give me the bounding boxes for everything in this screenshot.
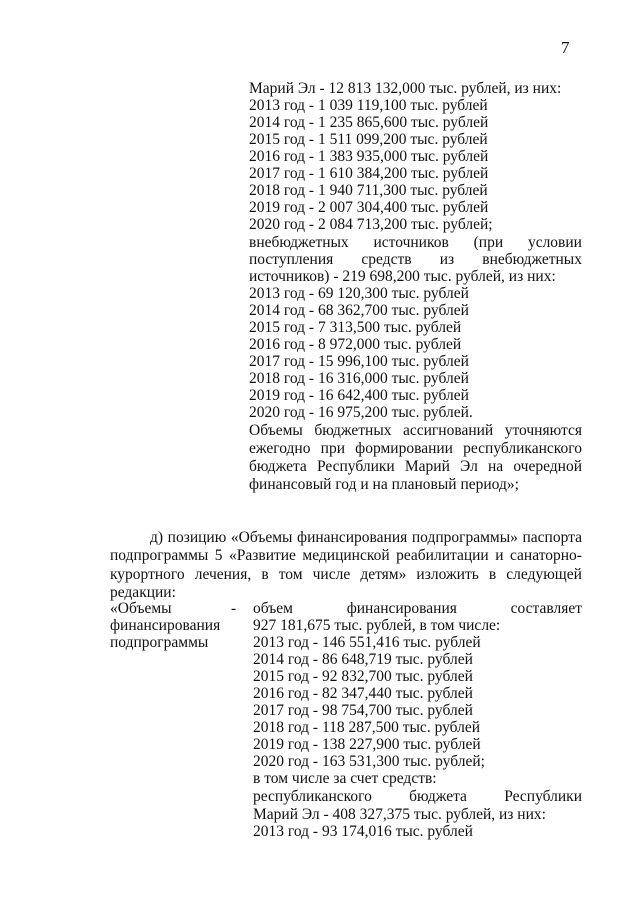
text-line: 2018 год - 1 940 711,300 тыс. рублей	[249, 182, 488, 199]
word: позицию	[167, 529, 227, 546]
text-line: 2016 год - 82 347,440 тыс. рублей	[253, 685, 473, 702]
word: внебюджетных	[249, 234, 349, 251]
word: том	[278, 566, 303, 583]
justified-line	[249, 422, 582, 439]
word: курортного	[110, 566, 185, 583]
word: формировании	[355, 440, 453, 457]
word: очередной	[513, 458, 582, 475]
table-left-cell: подпрограммы	[110, 634, 209, 651]
text-line: редакции:	[110, 584, 176, 601]
text-line: 2020 год - 2 084 713,200 тыс. рублей;	[249, 216, 493, 233]
word: при	[320, 440, 345, 457]
word: поступления	[249, 251, 334, 268]
word: уточняются	[504, 422, 582, 439]
justified-line	[253, 788, 582, 805]
word: внебюджетных	[482, 251, 582, 268]
word: 5	[214, 547, 223, 564]
text-line: источников) - 219 698,200 тыс. рублей, из них:	[249, 268, 556, 285]
text-line: 927 181,675 тыс. рублей, в том числе:	[253, 617, 501, 634]
word: ежегодно	[249, 440, 311, 457]
text-line: Марий Эл - 408 327,375 тыс. рублей, из них:	[253, 806, 546, 823]
word: (при	[473, 234, 504, 251]
word: паспорта	[522, 529, 582, 546]
text-line: 2016 год - 1 383 935,000 тыс. рублей	[249, 148, 489, 165]
word: бюджета	[249, 458, 307, 475]
text-line: 2013 год - 69 120,300 тыс. рублей	[249, 285, 469, 302]
justified-line	[110, 547, 582, 564]
text-line: 2013 год - 146 551,416 тыс. рублей	[253, 634, 481, 651]
table-left-cell: финансирования	[110, 617, 221, 634]
justified-line	[110, 566, 582, 583]
word: подпрограммы»	[411, 529, 518, 546]
word: детям»	[360, 566, 407, 583]
text-line: 2014 год - 68 362,700 тыс. рублей	[249, 302, 469, 319]
word: финансирования	[346, 600, 457, 617]
text-line: 2015 год - 1 511 099,200 тыс. рублей	[249, 131, 488, 148]
text-line: 2018 год - 118 287,500 тыс. рублей	[253, 719, 481, 736]
word: д)	[150, 529, 164, 546]
justified-line	[150, 529, 582, 546]
word: реабилитации	[396, 547, 489, 564]
word: из	[439, 251, 455, 268]
text-line: 2013 год - 93 174,016 тыс. рублей	[253, 823, 473, 840]
text-line: 2019 год - 138 227,900 тыс. рублей	[253, 736, 481, 753]
text-line: 2016 год - 8 972,000 тыс. рублей	[249, 336, 462, 353]
justified-line	[253, 600, 582, 617]
text-line: 2015 год - 7 313,500 тыс. рублей	[249, 319, 462, 336]
text-line: 2020 год - 163 531,300 тыс. рублей;	[253, 753, 485, 770]
word: условии	[527, 234, 582, 251]
justified-line	[249, 251, 582, 268]
word: Республики	[504, 788, 582, 805]
text-line: 2017 год - 15 996,100 тыс. рублей	[249, 353, 469, 370]
text-line: 2017 год - 1 610 384,200 тыс. рублей	[249, 165, 489, 182]
text-line: 2014 год - 1 235 865,600 тыс. рублей	[249, 114, 489, 131]
word: Объемы	[249, 422, 303, 439]
text-line: 2018 год - 16 316,000 тыс. рублей	[249, 370, 469, 387]
word: бюджетных	[314, 422, 392, 439]
word: лечения,	[194, 566, 252, 583]
word: источников	[373, 234, 449, 251]
text-line: 2013 год - 1 039 119,100 тыс. рублей	[249, 97, 488, 114]
justified-line	[249, 458, 582, 475]
word: объем	[253, 600, 293, 617]
text-line: 2015 год - 92 832,700 тыс. рублей	[253, 668, 473, 685]
word: следующей	[506, 566, 582, 583]
word: в	[488, 566, 497, 583]
justified-line	[249, 440, 582, 457]
word: ассигнований	[403, 422, 494, 439]
word: республиканского	[253, 788, 372, 805]
word: и	[495, 547, 504, 564]
word: на	[487, 458, 504, 475]
text-line: 2014 год - 86 648,719 тыс. рублей	[253, 651, 473, 668]
word: Марий	[404, 458, 450, 475]
page-number: 7	[561, 38, 570, 57]
word: санаторно-	[509, 547, 582, 564]
text-line: 2017 год - 98 754,700 тыс. рублей	[253, 702, 473, 719]
text-line: Марий Эл - 12 813 132,000 тыс. рублей, из них:	[249, 80, 562, 97]
text-line: финансовый год и на плановый период»;	[249, 476, 519, 493]
text-line: 2019 год - 16 642,400 тыс. рублей	[249, 387, 469, 404]
text-line: 2020 год - 16 975,200 тыс. рублей.	[249, 404, 473, 421]
word: медицинской	[302, 547, 390, 564]
word: республиканского	[463, 440, 582, 457]
word: Республики	[316, 458, 395, 475]
word: числе	[312, 566, 351, 583]
word: бюджета	[409, 788, 467, 805]
table-dash: -	[231, 600, 237, 617]
word: Эл	[460, 458, 478, 475]
text-line: 2019 год - 2 007 304,400 тыс. рублей	[249, 199, 489, 216]
word: «Развитие	[229, 547, 296, 564]
word: средств	[361, 251, 412, 268]
word: подпрограммы	[110, 547, 209, 564]
word: финансирования	[297, 529, 408, 546]
word: в	[261, 566, 269, 583]
justified-line	[249, 234, 582, 251]
word: составляет	[510, 600, 582, 617]
word: изложить	[416, 566, 479, 583]
table-left-cell: «Объемы	[110, 600, 172, 617]
word: «Объемы	[230, 529, 293, 546]
text-line: в том числе за счет средств:	[253, 770, 437, 787]
